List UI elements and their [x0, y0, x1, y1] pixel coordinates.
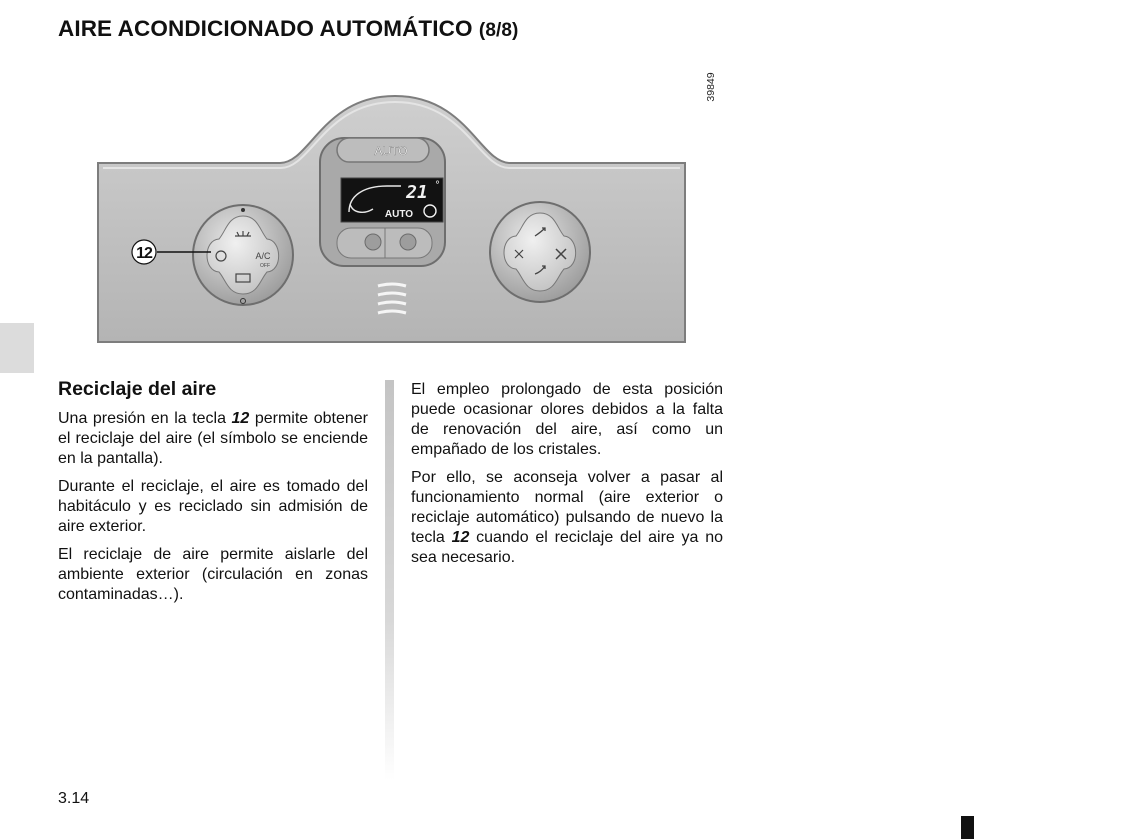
climate-control-panel-illustration — [95, 88, 688, 345]
paragraph-1 — [58, 409, 368, 469]
section-title: Reciclaje del aire — [58, 378, 217, 400]
key-reference: 12 — [451, 529, 470, 546]
lcd-mode: AUTO — [384, 209, 414, 220]
page-title-text: AIRE ACONDICIONADO AUTOMÁTICO — [58, 16, 473, 41]
figure-code — [700, 68, 722, 108]
page-title — [58, 16, 519, 42]
right-column — [411, 380, 723, 576]
paragraph-1-text-a: Una presión en la tecla — [58, 410, 232, 427]
left-column — [58, 378, 368, 613]
paragraph-5-text-b: cuando el reciclaje del aire ya no sea necesario. — [411, 529, 723, 566]
paragraph-3: El reciclaje de aire permite aislarle del ambiente exterior (circulación en zonas contaminadas…). — [58, 546, 368, 603]
ac-off-label: OFF — [260, 263, 270, 269]
chapter-tab — [0, 323, 34, 373]
paragraph-5-text-a: Por ello, se aconseja volver a pasar al funcionamiento normal (aire exterior o reciclaje automático) pulsando de nuevo la tecla — [411, 469, 723, 546]
paragraph-4: El empleo prolongado de esta posición puede ocasionar olores debidos a la falta de renovación del aire, así como un empañado de los cristales. — [411, 381, 723, 458]
callout-number: 12 — [136, 245, 152, 262]
column-divider — [385, 380, 394, 780]
lcd-temperature-unit: ° — [435, 180, 440, 191]
page-number: 3.14 — [58, 790, 90, 807]
corner-mark — [961, 816, 974, 839]
lcd-temperature: 21 — [406, 182, 428, 203]
figure-code-text: 39849 — [705, 72, 717, 102]
paragraph-1-text-b: permite obtener el reciclaje del aire (el símbolo se enciende en la pantalla). — [58, 410, 368, 467]
small-round-button-right — [400, 234, 416, 250]
ac-button-label: A/C — [255, 251, 271, 261]
key-reference: 12 — [231, 410, 250, 427]
auto-button-label: AUTO — [374, 144, 408, 158]
paragraph-2: Durante el reciclaje, el aire es tomado del habitáculo y es reciclado sin admisión de aire exterior. — [58, 478, 368, 535]
small-round-button-left — [365, 234, 381, 250]
page-title-part: (8/8) — [478, 20, 519, 41]
paragraph-5 — [411, 468, 723, 568]
